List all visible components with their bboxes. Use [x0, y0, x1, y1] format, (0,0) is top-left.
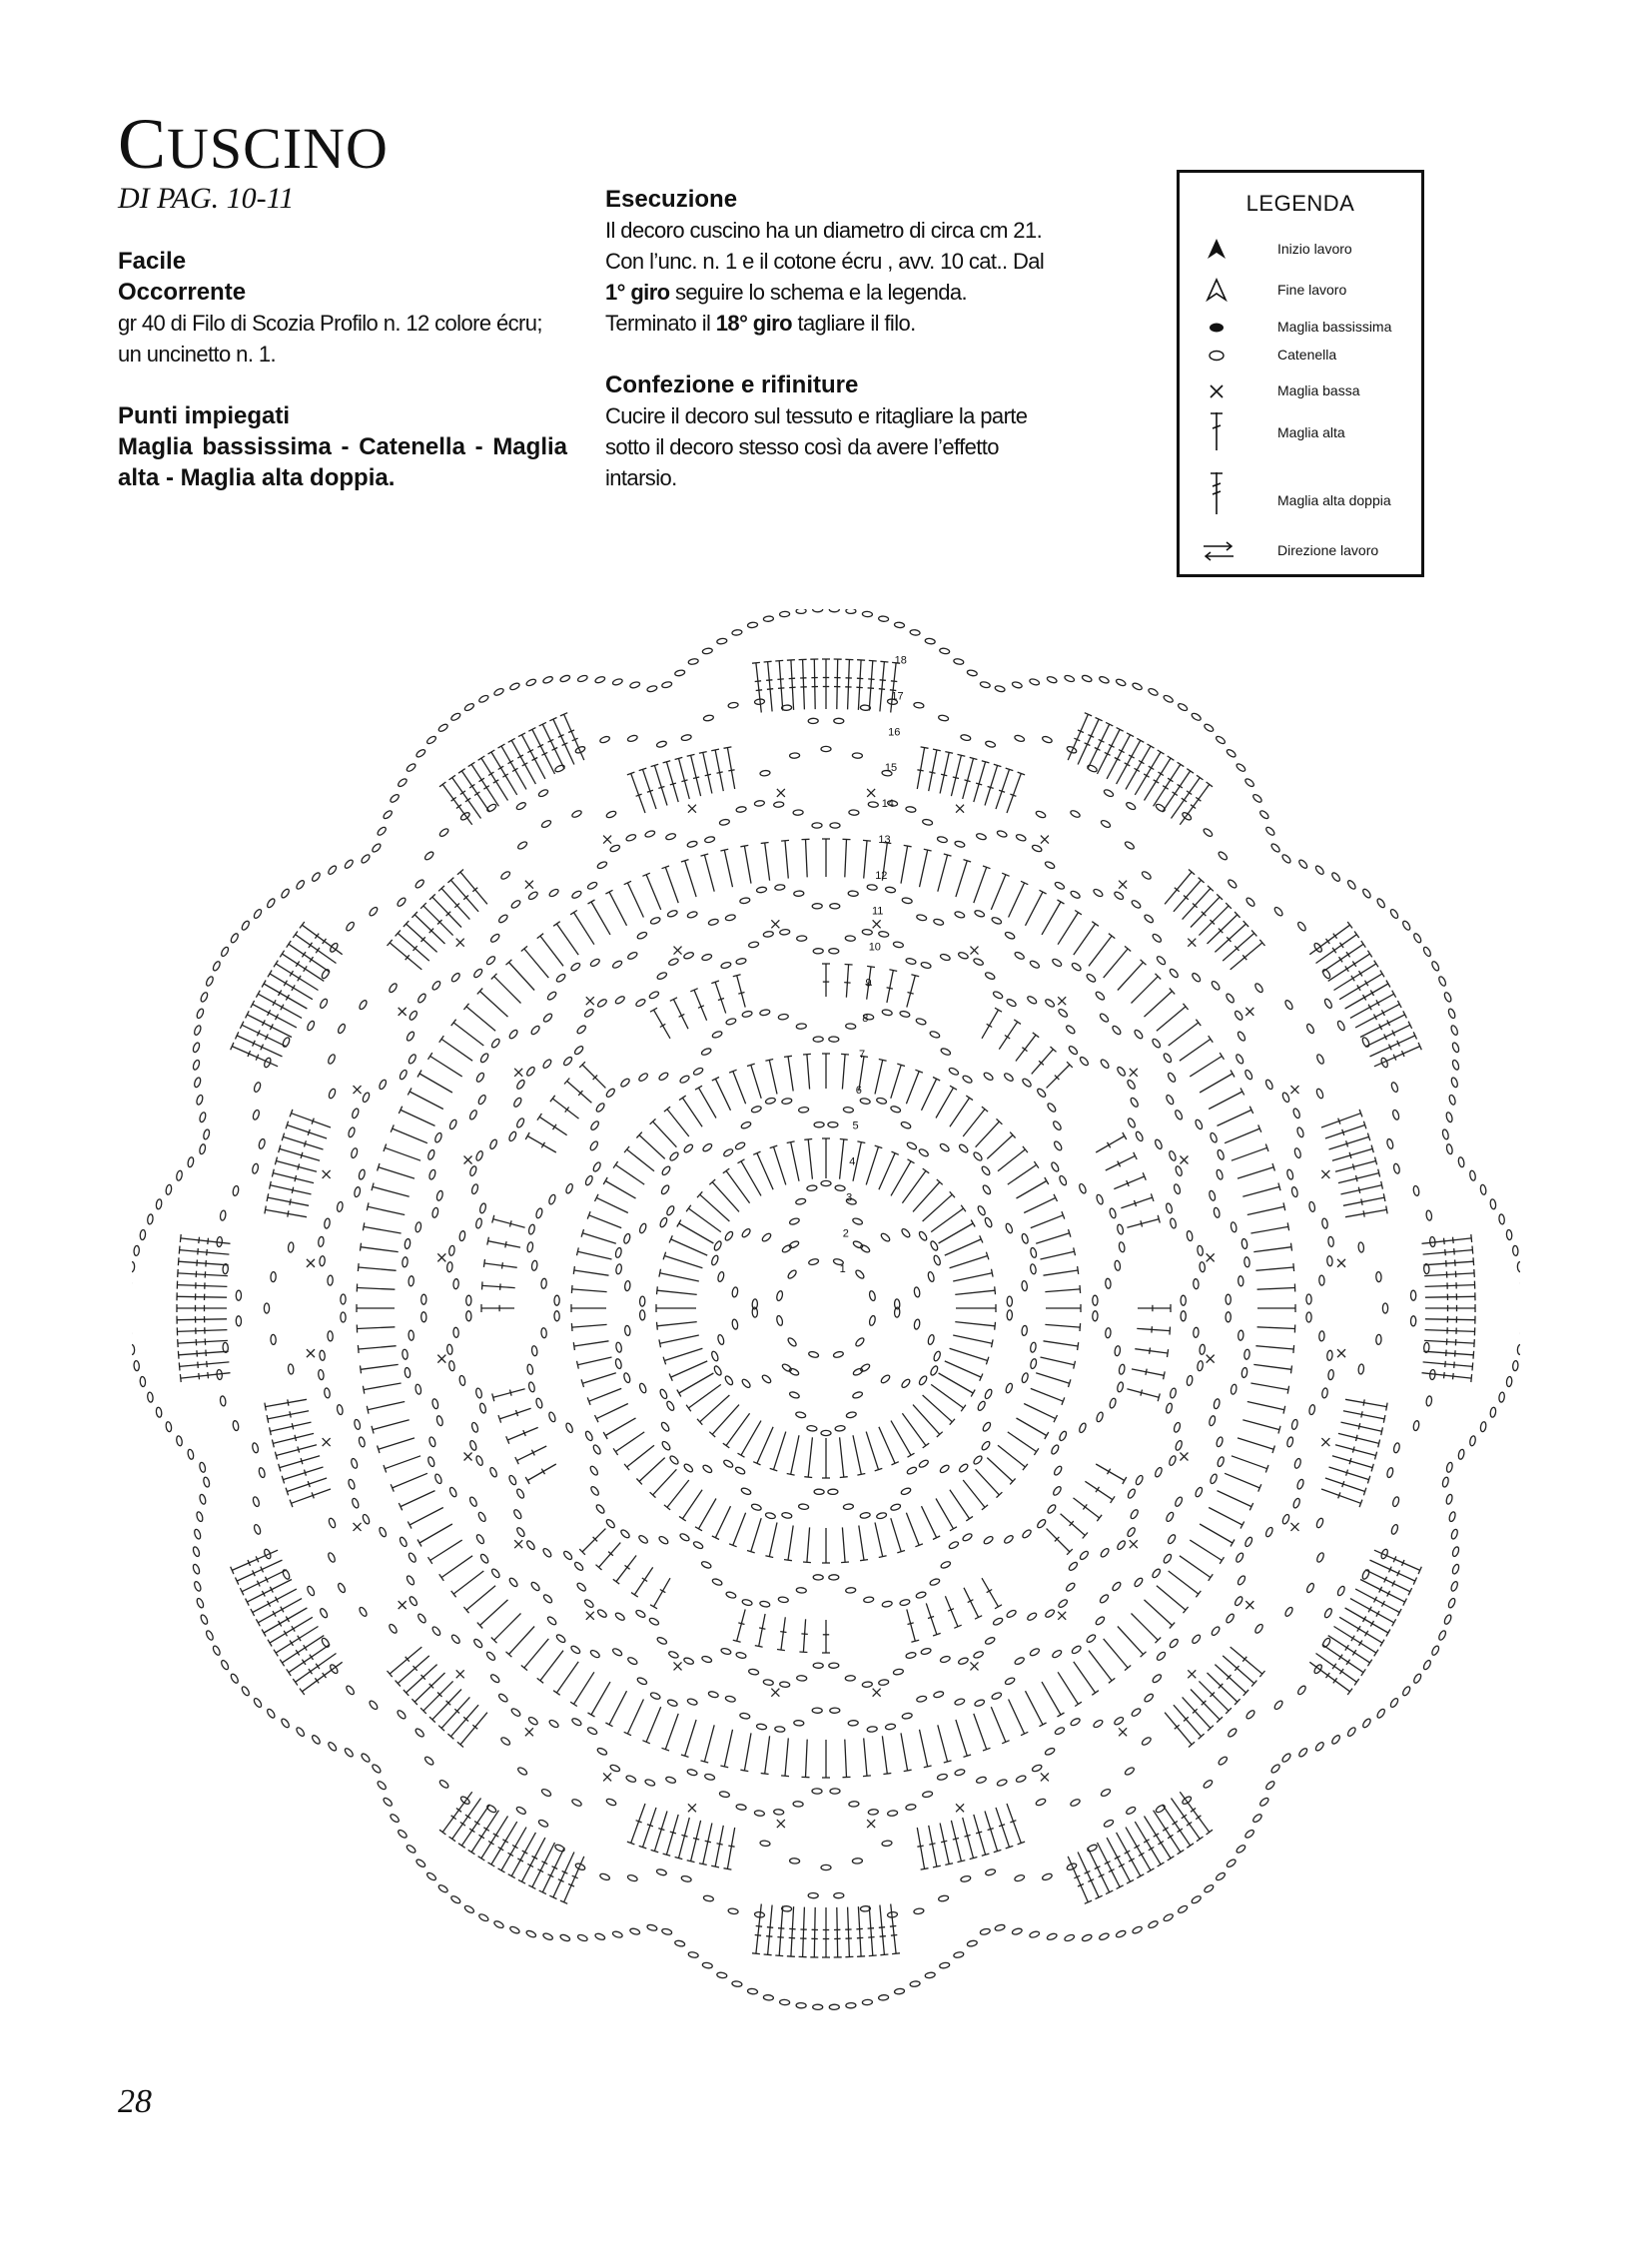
legend-item: Catenella: [1202, 341, 1421, 371]
legend-item: Inizio lavoro: [1202, 235, 1421, 265]
round-label: 5: [852, 1120, 859, 1132]
stitches-text: Maglia bassissima - Catenella - Maglia alta - Maglia alta doppia.: [118, 433, 567, 491]
legend-box: [1177, 170, 1424, 577]
legend-title: LEGENDA: [1245, 191, 1355, 216]
double-crochet-icon: [1202, 410, 1232, 452]
round-label: 14: [881, 798, 894, 811]
round-label: 3: [846, 1191, 853, 1204]
execution-text: Il decoro cuscino ha un diametro di circa cm 21. Con l’unc. n. 1 e il cotone écru , avv. 10 cat.. Dal 1° giro seguire lo schema e la legenda. Terminato il 18° giro tagliare il filo.: [605, 218, 1045, 336]
page-number: 28: [118, 2083, 152, 2120]
slip-stitch-icon: [1202, 313, 1232, 343]
legend-item: Maglia alta: [1202, 418, 1421, 448]
difficulty-label: Facile: [118, 248, 187, 275]
treble-crochet-icon: [1202, 470, 1232, 516]
end-arrow-icon: [1202, 276, 1232, 306]
finishing-heading: Confezione e rifiniture: [605, 372, 859, 398]
round-label: 18: [894, 654, 907, 667]
crochet-diagram: [132, 609, 1520, 2077]
legend-item: Direzione lavoro: [1202, 536, 1421, 566]
round-label: 10: [868, 941, 881, 954]
direction-arrows-icon: [1202, 536, 1236, 566]
stitches-heading: Punti impiegati: [118, 402, 291, 429]
round-label: 2: [842, 1227, 849, 1240]
title-initial: C: [118, 104, 168, 184]
materials-column: [118, 246, 567, 493]
page-title: [118, 104, 389, 184]
legend-item: Maglia bassissima: [1202, 313, 1421, 343]
legend-item: Fine lavoro: [1202, 276, 1421, 306]
instructions-column: [605, 184, 1055, 493]
round-label: 7: [859, 1049, 866, 1061]
legend-item: Maglia bassa: [1202, 376, 1421, 406]
round-label: 4: [849, 1155, 856, 1168]
materials-heading: Occorrente: [118, 279, 247, 306]
round-label: 8: [862, 1013, 869, 1026]
round-label: 11: [872, 905, 884, 918]
start-arrow-icon: [1202, 235, 1232, 265]
legend-item: Maglia alta doppia: [1202, 486, 1421, 516]
chain-icon: [1202, 341, 1232, 371]
round-label: 17: [891, 690, 904, 703]
title-rest: USCINO: [167, 116, 389, 181]
round-label: 12: [875, 869, 888, 882]
page-subtitle: DI PAG. 10-11: [118, 182, 295, 215]
round-label: 16: [888, 726, 901, 739]
single-crochet-icon: [1202, 376, 1232, 406]
round-label: 13: [878, 833, 891, 846]
round-label: 1: [839, 1263, 846, 1276]
execution-heading: Esecuzione: [605, 186, 738, 213]
round-label: 9: [865, 977, 872, 990]
round-label: 6: [855, 1084, 862, 1097]
materials-text: gr 40 di Filo di Scozia Profilo n. 12 colore écru; un uncinetto n. 1.: [118, 311, 542, 367]
finishing-text: Cucire il decoro sul tessuto e ritagliare la parte sotto il decoro stesso così da avere l’effetto intarsio.: [605, 403, 1028, 490]
round-label: 15: [884, 762, 898, 775]
